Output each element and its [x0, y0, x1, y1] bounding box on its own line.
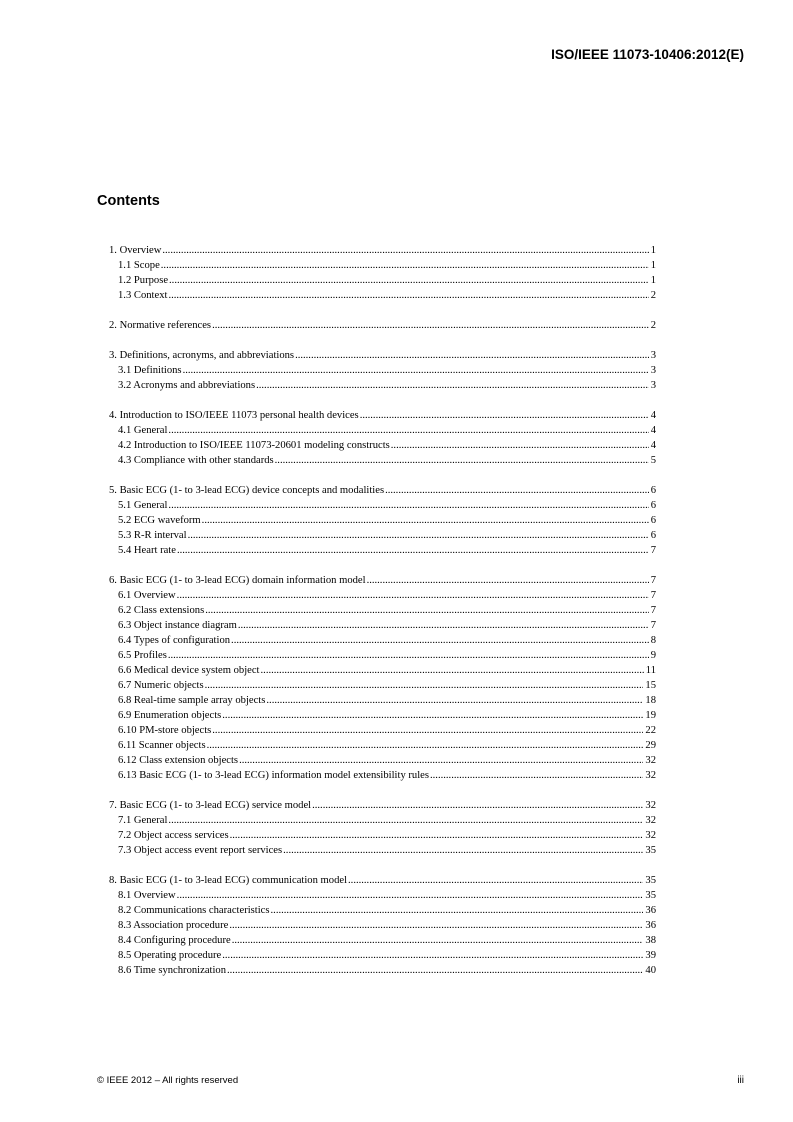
dot-leader [168, 288, 648, 303]
toc-entry-page: 29 [645, 740, 656, 751]
toc-entry-title: 6.5 Profiles [118, 650, 167, 661]
toc-subentry[interactable] [109, 648, 656, 663]
toc-section [109, 798, 656, 858]
toc-entry-page: 7 [650, 590, 656, 601]
toc-entry-page: 4 [650, 440, 656, 451]
toc-entry-page: 32 [645, 830, 656, 841]
dot-leader [348, 873, 643, 888]
toc-subentry[interactable] [109, 813, 656, 828]
toc-subentry[interactable] [109, 378, 656, 393]
toc-subentry[interactable] [109, 888, 656, 903]
toc-subentry[interactable] [109, 438, 656, 453]
toc-entry-page: 35 [645, 890, 656, 901]
dot-leader [168, 648, 649, 663]
toc-entry-title: 1. Overview [109, 245, 162, 256]
toc-entry-page: 7 [650, 575, 656, 586]
toc-entry-title: 5.3 R-R interval [118, 530, 187, 541]
toc-subentry[interactable] [109, 753, 656, 768]
toc-entry-title: 7.1 General [118, 815, 168, 826]
toc-subentry[interactable] [109, 543, 656, 558]
toc-entry-title: 5.4 Heart rate [118, 545, 176, 556]
dot-leader [261, 663, 644, 678]
toc-subentry[interactable] [109, 963, 656, 978]
dot-leader [360, 408, 649, 423]
toc-entry-title: 6.6 Medical device system object [118, 665, 260, 676]
toc-subentry[interactable] [109, 618, 656, 633]
footer-page-number: iii [737, 1075, 744, 1086]
toc-entry-title: 6.3 Object instance diagram [118, 620, 237, 631]
toc-section [109, 873, 656, 978]
toc-entry[interactable] [109, 483, 656, 498]
dot-leader [162, 243, 648, 258]
toc-entry-title: 6.12 Class extension objects [118, 755, 239, 766]
toc-subentry[interactable] [109, 273, 656, 288]
toc-entry-title: 3. Definitions, acronyms, and abbreviations [109, 350, 295, 361]
toc-entry-title: 6.4 Types of configuration [118, 635, 231, 646]
dot-leader [271, 903, 644, 918]
toc-entry-page: 15 [645, 680, 656, 691]
dot-leader [205, 678, 644, 693]
toc-section [109, 408, 656, 468]
toc-entry-title: 8.4 Configuring procedure [118, 935, 231, 946]
toc-entry-title: 1.3 Context [118, 290, 168, 301]
toc-subentry[interactable] [109, 738, 656, 753]
toc-entry-title: 8.6 Time synchronization [118, 965, 226, 976]
toc-entry-title: 5. Basic ECG (1- to 3-lead ECG) device concepts and modalities [109, 485, 385, 496]
toc-subentry[interactable] [109, 723, 656, 738]
toc-entry-page: 1 [650, 260, 656, 271]
dot-leader [239, 753, 643, 768]
toc-entry-page: 36 [645, 920, 656, 931]
dot-leader [168, 423, 648, 438]
toc-entry-title: 1.2 Purpose [118, 275, 169, 286]
toc-entry-page: 32 [645, 815, 656, 826]
dot-leader [385, 483, 649, 498]
toc-entry-title: 6.10 PM-store objects [118, 725, 212, 736]
toc-entry-page: 6 [650, 500, 656, 511]
toc-entry-page: 3 [650, 380, 656, 391]
toc-subentry[interactable] [109, 513, 656, 528]
toc-subentry[interactable] [109, 768, 656, 783]
dot-leader [177, 543, 649, 558]
dot-leader [161, 258, 649, 273]
toc-subentry[interactable] [109, 288, 656, 303]
toc-subentry[interactable] [109, 363, 656, 378]
toc-entry-title: 1.1 Scope [118, 260, 160, 271]
toc-entry-page: 4 [650, 410, 656, 421]
toc-entry-page: 6 [650, 515, 656, 526]
toc-entry-title: 2. Normative references [109, 320, 212, 331]
table-of-contents [109, 243, 656, 993]
dot-leader [168, 498, 648, 513]
toc-entry-title: 8.5 Operating procedure [118, 950, 222, 961]
toc-entry[interactable] [109, 798, 656, 813]
toc-entry-page: 32 [645, 755, 656, 766]
toc-entry-page: 35 [645, 845, 656, 856]
toc-entry-title: 3.2 Acronyms and abbreviations [118, 380, 256, 391]
toc-entry-title: 6. Basic ECG (1- to 3-lead ECG) domain information model [109, 575, 366, 586]
toc-entry-title: 4.1 General [118, 425, 168, 436]
toc-subentry[interactable] [109, 258, 656, 273]
toc-entry[interactable] [109, 348, 656, 363]
toc-entry-title: 6.11 Scanner objects [118, 740, 206, 751]
toc-entry-page: 7 [650, 545, 656, 556]
dot-leader [177, 888, 644, 903]
dot-leader [227, 963, 643, 978]
toc-entry-page: 8 [650, 635, 656, 646]
toc-entry-title: 8.3 Association procedure [118, 920, 229, 931]
toc-entry-page: 38 [645, 935, 656, 946]
toc-subentry[interactable] [109, 678, 656, 693]
toc-entry[interactable] [109, 318, 656, 333]
toc-subentry[interactable] [109, 708, 656, 723]
toc-subentry[interactable] [109, 603, 656, 618]
dot-leader [391, 438, 649, 453]
dot-leader [229, 918, 643, 933]
toc-subentry[interactable] [109, 693, 656, 708]
dot-leader [232, 933, 644, 948]
toc-subentry[interactable] [109, 918, 656, 933]
toc-section [109, 318, 656, 333]
dot-leader [188, 528, 649, 543]
toc-subentry[interactable] [109, 843, 656, 858]
toc-entry-title: 6.8 Real-time sample array objects [118, 695, 266, 706]
toc-entry-title: 8.1 Overview [118, 890, 176, 901]
toc-entry-title: 4.2 Introduction to ISO/IEEE 11073-20601 modeling constructs [118, 440, 390, 451]
contents-heading: Contents [97, 193, 160, 209]
toc-subentry[interactable] [109, 528, 656, 543]
dot-leader [230, 828, 644, 843]
toc-subentry[interactable] [109, 453, 656, 468]
toc-entry-title: 8.2 Communications characteristics [118, 905, 270, 916]
dot-leader [238, 618, 649, 633]
toc-subentry[interactable] [109, 663, 656, 678]
toc-entry-title: 5.1 General [118, 500, 168, 511]
dot-leader [256, 378, 649, 393]
toc-entry-page: 32 [645, 770, 656, 781]
dot-leader [295, 348, 649, 363]
toc-entry-page: 1 [650, 275, 656, 286]
dot-leader [231, 633, 649, 648]
toc-entry-title: 6.7 Numeric objects [118, 680, 204, 691]
toc-entry-page: 22 [645, 725, 656, 736]
toc-entry[interactable] [109, 873, 656, 888]
toc-section [109, 573, 656, 783]
toc-entry-title: 4.3 Compliance with other standards [118, 455, 274, 466]
dot-leader [312, 798, 643, 813]
toc-entry[interactable] [109, 243, 656, 258]
toc-entry-page: 18 [645, 695, 656, 706]
dot-leader [168, 813, 643, 828]
dot-leader [430, 768, 643, 783]
toc-section [109, 483, 656, 558]
toc-entry-title: 4. Introduction to ISO/IEEE 11073 personal health devices [109, 410, 359, 421]
dot-leader [202, 513, 649, 528]
dot-leader [222, 708, 643, 723]
toc-entry-page: 6 [650, 530, 656, 541]
toc-entry-page: 9 [650, 650, 656, 661]
dot-leader [266, 693, 643, 708]
dot-leader [183, 363, 649, 378]
dot-leader [177, 588, 649, 603]
toc-entry-page: 11 [645, 665, 656, 676]
toc-entry-title: 8. Basic ECG (1- to 3-lead ECG) communication model [109, 875, 348, 886]
footer-copyright: © IEEE 2012 – All rights reserved [97, 1075, 239, 1086]
toc-entry-page: 36 [645, 905, 656, 916]
dot-leader [205, 603, 648, 618]
toc-entry-page: 1 [650, 245, 656, 256]
toc-subentry[interactable] [109, 423, 656, 438]
dot-leader [222, 948, 643, 963]
toc-entry-page: 32 [645, 800, 656, 811]
toc-entry-page: 7 [650, 620, 656, 631]
toc-entry-page: 39 [645, 950, 656, 961]
toc-entry-page: 40 [645, 965, 656, 976]
dot-leader [275, 453, 649, 468]
toc-entry-title: 7.2 Object access services [118, 830, 229, 841]
toc-entry-page: 2 [650, 290, 656, 301]
toc-entry-page: 5 [650, 455, 656, 466]
dot-leader [169, 273, 649, 288]
toc-subentry[interactable] [109, 828, 656, 843]
toc-entry-page: 4 [650, 425, 656, 436]
toc-entry-title: 3.1 Definitions [118, 365, 182, 376]
toc-entry-title: 6.9 Enumeration objects [118, 710, 222, 721]
toc-subentry[interactable] [109, 933, 656, 948]
toc-entry-title: 6.1 Overview [118, 590, 176, 601]
dot-leader [212, 723, 643, 738]
toc-entry-page: 3 [650, 350, 656, 361]
toc-entry-title: 6.2 Class extensions [118, 605, 205, 616]
toc-entry[interactable] [109, 408, 656, 423]
toc-section [109, 243, 656, 303]
document-id: ISO/IEEE 11073-10406:2012(E) [551, 47, 744, 62]
toc-subentry[interactable] [109, 903, 656, 918]
toc-entry-page: 19 [645, 710, 656, 721]
toc-entry-page: 7 [650, 605, 656, 616]
toc-entry-page: 3 [650, 365, 656, 376]
toc-entry-page: 2 [650, 320, 656, 331]
toc-subentry[interactable] [109, 498, 656, 513]
toc-entry-page: 6 [650, 485, 656, 496]
toc-subentry[interactable] [109, 948, 656, 963]
toc-entry[interactable] [109, 573, 656, 588]
toc-entry-title: 7. Basic ECG (1- to 3-lead ECG) service model [109, 800, 312, 811]
dot-leader [283, 843, 643, 858]
dot-leader [207, 738, 644, 753]
toc-entry-title: 5.2 ECG waveform [118, 515, 201, 526]
toc-subentry[interactable] [109, 633, 656, 648]
toc-entry-title: 7.3 Object access event report services [118, 845, 283, 856]
dot-leader [367, 573, 649, 588]
toc-subentry[interactable] [109, 588, 656, 603]
toc-section [109, 348, 656, 393]
dot-leader [212, 318, 649, 333]
toc-entry-title: 6.13 Basic ECG (1- to 3-lead ECG) information model extensibility rules [118, 770, 429, 781]
toc-entry-page: 35 [645, 875, 656, 886]
